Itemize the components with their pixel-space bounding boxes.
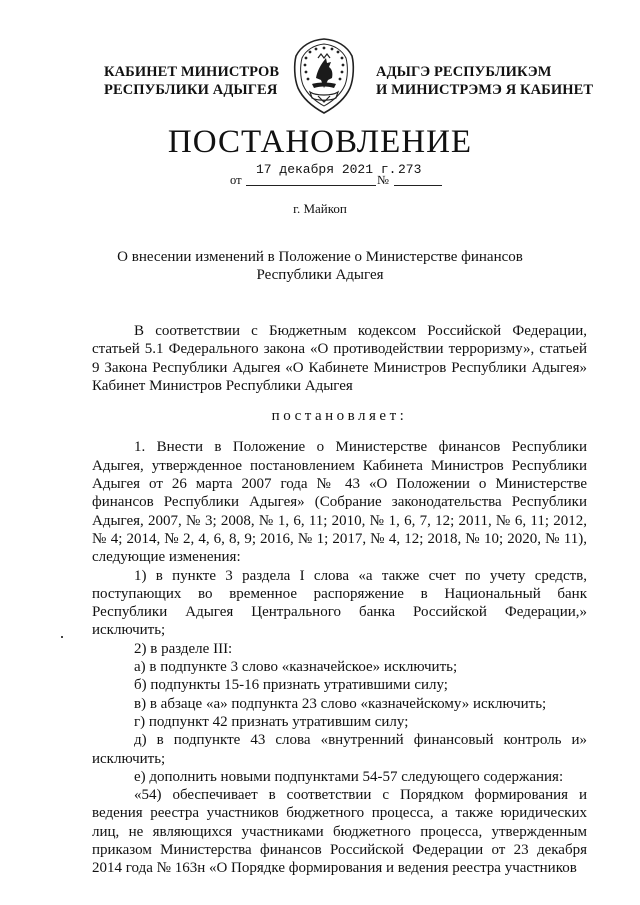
number-underline [394, 185, 442, 186]
date-number-line [230, 163, 450, 187]
document-title: ПОСТАНОВЛЕНИЕ [167, 124, 473, 160]
from-label: от [230, 173, 242, 187]
preamble-paragraph: В соответствии с Бюджетным кодексом Российской Федерации, статьей 5.1 Федерального закона «О противодействии терроризму», статьей 9 Закона Республики Адыгея «О Кабинете Министров Республики Адыгея» Кабинет Министров Республики Адыгея [92, 323, 587, 394]
subject-line2: Республики Адыгея [256, 267, 384, 283]
document-body [92, 322, 587, 878]
list-item: в) в абзаце «а» подпункта 23 слово «казначейскому» исключить; [134, 695, 547, 712]
list-item: е) дополнить новыми подпунктами 54-57 следующего содержания: [134, 768, 564, 785]
number-label: № [377, 173, 389, 187]
document-date: 17 декабря 2021 г. [256, 162, 397, 177]
coat-of-arms-icon [288, 36, 360, 118]
list-item: 2) в разделе III: [134, 640, 233, 657]
list-item: «54) обеспечивает в соответствии с Порядком формирования и ведения реестра участников бюджетного процесса, а также юридических лиц, не являющихся участниками бюджетного процесса, утвержденным приказом Министерства финансов Российской Федерации от 23 декабря 2014 года № 163н «О Порядке формирования и ведения реестра участников [92, 787, 587, 877]
header-right [376, 63, 593, 99]
list-item: 1) в пункте 3 раздела I слова «а также счет по учету средств, поступающих во временное распоряжение в Национальный банк Республики Адыгея Центрального банка Российской Федерации,» исключить; [92, 567, 587, 639]
date-underline [246, 185, 376, 186]
document-number: 273 [398, 162, 422, 177]
list-item: б) подпункты 15-16 признать утратившими силу; [134, 677, 448, 694]
resolves-heading: постановляет: [271, 408, 408, 425]
document-subject [100, 248, 540, 284]
subject-line1: О внесении изменений в Положение о Министерстве финансов [117, 249, 523, 265]
city-name: г. Майкоп [293, 201, 347, 216]
header-left-line2: РЕСПУБЛИКИ АДЫГЕЯ [104, 82, 278, 98]
list-item: д) в подпункте 43 слова «внутренний финансовый контроль и» исключить; [92, 732, 587, 767]
header-right-line1: АДЫГЭ РЕСПУБЛИКЭМ [376, 64, 552, 80]
scan-mark [61, 636, 63, 638]
list-item: а) в подпункте 3 слово «казначейское» исключить; [134, 659, 458, 676]
list-item: г) подпункт 42 признать утратившим силу; [134, 713, 409, 730]
header-left-line1: КАБИНЕТ МИНИСТРОВ [104, 64, 280, 80]
header-left [104, 63, 279, 99]
header-right-line2: И МИНИСТРЭМЭ Я КАБИНЕТ [376, 82, 594, 98]
paragraph-1: 1. Внести в Положение о Министерстве финансов Республики Адыгея, утвержденное постановлением Кабинета Министров Республики Адыгея от 26 марта 2007 года № 43 «О Положении о Министерстве финансов Республики Адыгея» (Собрание законодательства Республики Адыгея, 2007, № 3; 2008, № 1, 6, 11; 2010, № 1, 6, 7, 12; 2011, № 6, 11; 2012, № 4; 2014, № 2, 4, 6, 8, 9; 2016, № 1; 2017, № 4, 12; 2018, № 10; 2020, № 11), следующие изменения: [92, 439, 587, 566]
